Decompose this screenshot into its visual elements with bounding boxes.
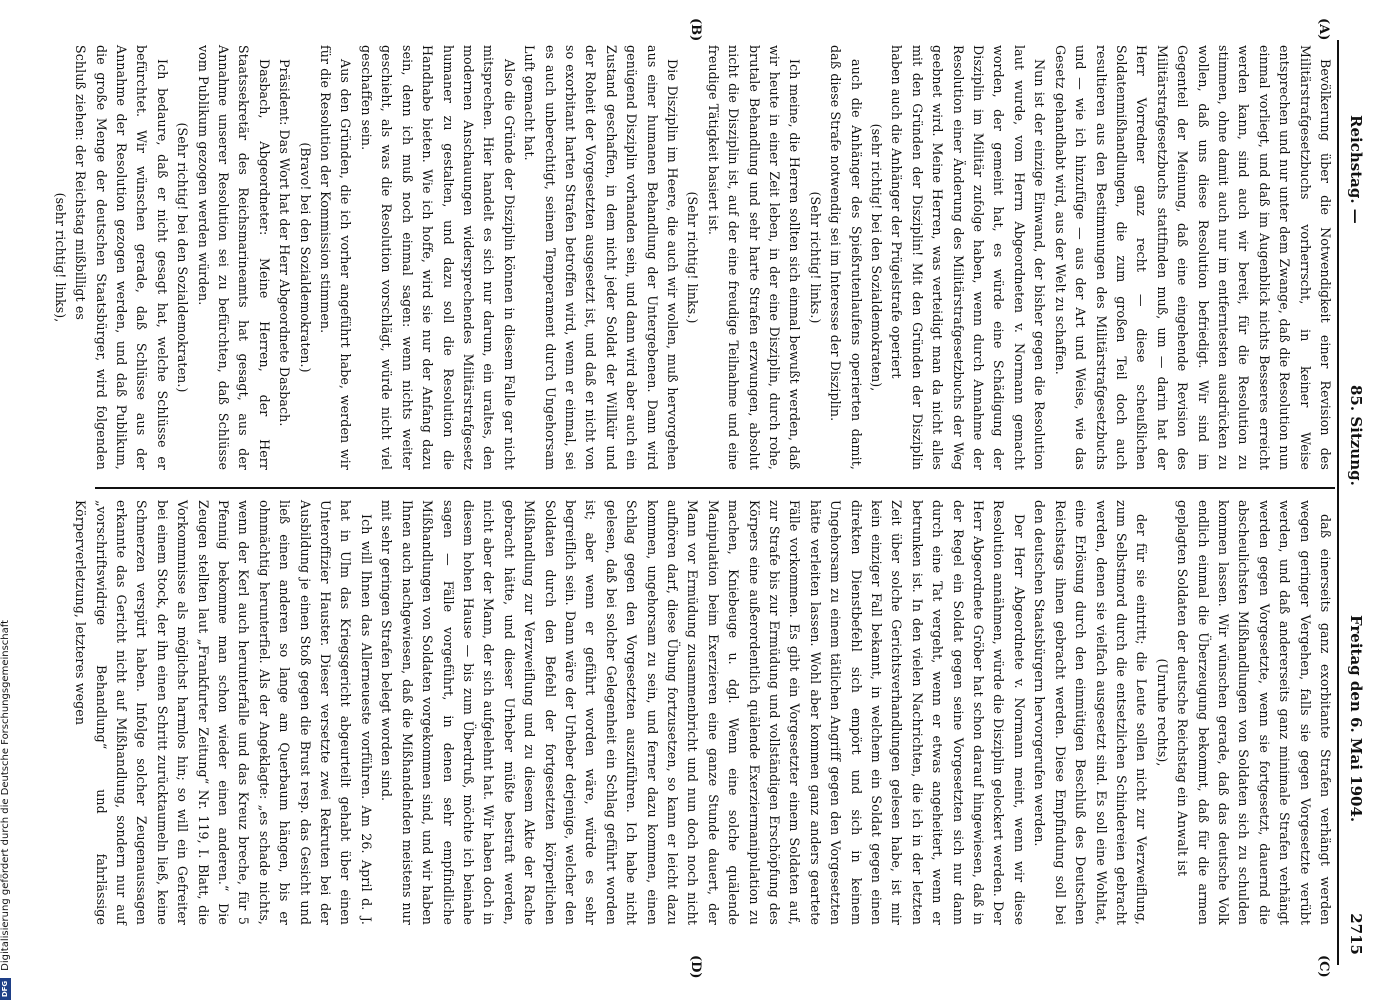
interjection: (Sehr richtig! links.) <box>685 191 701 324</box>
page-number: 2715 <box>1347 913 1365 955</box>
interjection: (Unruhe rechts), <box>1154 658 1170 767</box>
interjection: (Bravo! bei den Sozialdemokraten.) <box>297 142 313 373</box>
left-column <box>52 45 1335 470</box>
header-rule <box>1337 40 1339 965</box>
paragraph: auch die Anhänger des Spießrutenlaufens operierten damit, daß diese Strafe notwendig sei im Interesse der Disziplin. <box>828 45 864 470</box>
paragraph: Ich meine, die Herren sollten sich einmal bewußt werden, daß wir heute in einer Zeit leben, in der eine Disziplin, durch rohe, brutale Behandlung und sehr harte Strafen erzwungen, absolut nicht die Disziplin ist, auf der eine freudige Teilnahme und eine freudige Tätigkeit basiert ist. <box>705 45 803 470</box>
footer-text: Digitalisierung gefördert durch die Deutsche Forschungsgemeinschaft <box>0 619 11 971</box>
interjection: (sehr richtig! bei den Sozialdemokraten), <box>869 123 885 392</box>
paragraph: Aus den Gründen, die ich vorher angeführt habe, werden wir für die Resolution der Kommission stimmen. <box>318 45 354 470</box>
paragraph: Also die Gründe der Disziplin können in diesem Falle gar nicht mitsprechen. Hier handelt es sich nur darum, ein uraltes, den modernen Anschauungen widersprechendes Militärstrafgesetz humaner zu gestalten, und dazu soll die Resolution die Handhabe bieten. Wie ich hoffe, wird sie nur der Anfang dazu sein, denn ich muß noch einmal sagen: wenn nichts weiter geschieht, als was die Resolution vorschlägt, würde nicht viel geschaffen sein. <box>358 45 517 470</box>
paragraph: Ich bedaure, daß er nicht gesagt hat, welche Schlüsse er befürchtet. Wir wünschen gerade, daß Schlüsse aus der Annahme der Resolution gezogen werden, und daß Publikum, die große Menge der deutschen Staatsbürger, wird folgenden Schluß ziehen: der Reichstag mißbilligt es <box>73 45 170 470</box>
paragraph: Bevölkerung über die Notwendigkeit einer Revision des Militärstrafgesetzbuchs vorherrscht, in keiner Weise entsprechen und nur unter dem Zwange, daß die Resolution nun einmal vorliegt, und daß im Augenblick nichts Besseres erreicht werden kann, sind auch wir bereit, für die Resolution zu stimmen, ohne damit auch nur im entferntesten ausdrücken zu wollen, daß uns diese Resolution befriedigt. Wir sind im Gegenteil der Meinung, daß eine eingehende Revision des Militärstrafgesetzbuchs stattfinden muß, um — darin hat der Herr Vorredner ganz recht — diese scheußlichen Soldatenmißhandlungen, die zum großen Teil doch auch resultieren aus den Bestimmungen des Militärstrafgesetzbuchs und — wie ich hinzufüge — aus der Art und Weise, wie das Gesetz gehandhabt wird, aus der Welt zu schaffen. <box>1052 45 1333 470</box>
header-reichstag: Reichstag. — <box>1347 115 1365 224</box>
right-column <box>73 500 1335 925</box>
margin-mark-c: (C) <box>1316 955 1331 978</box>
header-sitzung: 85. Sitzung. <box>1347 385 1365 486</box>
paragraph: Ich will Ihnen das Allerneueste vorführen. Am 26. April d. J. hat in Ulm das Kriegsgericht abgeurteilt gehabt über einen Unteroffizier Hauster. Dieser versetzte zwei Rekruten bei der Ausbildung je einen Stoß gegen die Brust resp. das Gesicht und ließ einen anderen so lange am Querbaum hängen, bis er ohnmächtig herunterfiel. Als der Angeklagte: „es schade nichts, wenn der Kerl auch herunterfalle und das Kreuz breche, für 5 Pfennig bekomme man schon wieder einen anderen.“ Die Zeugen stellten laut „Frankfurter Zeitung“ Nr. 119, I. Blatt, die Vorkommnisse als möglichst harmlos hin; so will ein Gefreiter bei einem Stock, der ihn einen Schritt zurücktaumeln ließ, keine Schmerzen verspürt haben. Infolge solcher Zeugenaussagen erkannte das Gericht nicht auf Mißhandlung, sondern nur auf „vorschriftswidrige Behandlung“ und fahrlässige Körperverletzung, letzteres wegen <box>73 500 374 925</box>
paragraph: Präsident: Das Wort hat der Herr Abgeordnete Dasbach. <box>277 59 293 427</box>
header-date: Freitag den 6. Mai 1904. <box>1347 615 1365 823</box>
paragraph: Die Disziplin im Heere, die auch wir wollen, muß hervorgehen aus einer humanen Behandlung der Untergebenen. Dann wird genügend Disziplin vorhanden sein, und dann wird aber auch ein Zustand geschaffen, in dem nicht jeder Soldat der Willkür und der Roheit der Vorgesetzten ausgesetzt ist, und daß er nicht von so exorbitant harten Strafen betroffen wird, wenn er einmal, sei es auch unberechtigt, seinem Temperament durch Ungehorsam Luft gemacht hat. <box>522 45 680 470</box>
paragraph: daß einerseits ganz exorbitante Strafen verhängt werden wegen geringer Vergehen, falls sie gegen Vorgesetzte verübt werden, und daß andererseits ganz minimale Strafen verhängt werden gegen Vorgesetzte, wenn sie fortgesetzt, dauernd die abscheulichsten Mißhandlungen von Soldaten sich zu schulden kommen lassen. Wir wünschen gerade, daß das deutsche Volk endlich einmal die Überzeugung bekommt, daß für die armen geplagten Soldaten der deutsche Reichstag ein Anwalt ist <box>1175 500 1333 925</box>
margin-mark-b: (B) <box>688 18 703 42</box>
interjection: (sehr richtig! links), <box>52 192 68 323</box>
footer-credit <box>0 10 14 1000</box>
paragraph: der für sie eintritt; die Leute sollen nicht zur Verzweiflung, zum Selbstmord durch die entsetzlichen Schindereien gebracht werden, denen sie vielfach ausgesetzt sind. Es soll eine Wohltat, eine Erlösung durch den einmütigen Beschluß des Deutschen Reichstags ihnen gebracht werden. Diese Empfindung soll bei den deutschen Staatsbürgern hervorgerufen werden. <box>1032 500 1150 925</box>
paragraph: Der Herr Abgeordnete v. Normann meint, wenn wir diese Resolution annähmen, würde die Disziplin gelockert werden. Der Herr Abgeordnete Gröber hat schon darauf hingewiesen, daß in der Regel ein Soldat gegen seine Vorgesetzten sich nur dann durch eine Tat vergeht, wenn er etwas angeheitert, wenn er betrunken ist. In den vielen Nachrichten, die ich in der letzten Zeit über solche Gerichtsverhandlungen gelesen habe, ist mir kein einziger Fall bekannt, in welchem ein Soldat gegen einen direkten Dienstbefehl sich empört und sich in keinem Ungehorsam zu einem tätlichen Angriff gegen den Vorgesetzten hätte verleiten lassen. Wohl aber kommen ganz anders geartete Fälle vorkommen. Es gibt ein Vorgesetzter einem Soldaten auf, zur Strafe bis zur Ermüdung und vollständigen Erschöpfung des Körpers eine außerordentlich quälende Exerziermanipulation zu machen, Kniebeuge u. dgl. Wenn eine solche quälende Manipulation beim Exerzieren eine ganze Stunde dauert, der Mann vor Ermüdung zusammenbricht und nun doch noch nicht aufhören darf, diese Übung fortzusetzen, so kann er leicht dazu kommen, ungehorsam zu sein, und ferner dazu kommen, einen Schlag gegen den Vorgesetzten auszuführen. Ich habe nicht gelesen, daß bei solcher Gelegenheit ein Schlag geführt worden ist; aber wenn er geführt worden wäre, würde es sehr begreiflich sein. Dann wäre der Urheber derjenige, welcher den Soldaten durch den Befehl der fortgesetzten körperlichen Mißhandlung zur Verzweiflung und zu diesem Akte der Rache gebracht hätte, und dieser Urheber müßte bestraft werden, nicht aber der Mann, der sich aufgelehnt hat. Wir haben doch in diesem hohen Hause — bis zum Überdruß, möchte ich beinahe sagen — Fälle vorgeführt, in denen sehr empfindliche Mißhandlungen von Soldaten vorgekommen sind, und wir haben Ihnen auch nachgewiesen, daß die Mißhandelnden meistens nur mit sehr geringen Strafen belegt worden sind. <box>379 500 1027 925</box>
dfg-logo: DFG <box>0 978 11 1000</box>
margin-mark-d: (D) <box>688 955 703 979</box>
paragraph: Nun ist der einzige Einwand, der bisher gegen die Resolution laut wurde, vom Herrn Abgeordneten v. Normann gemacht worden, der gemeint hat, es würde eine Schädigung der Disziplin im Militär zufolge haben, wenn durch Annahme der Resolution einer Änderung des Militärstrafgesetzbuchs der Weg geebnet wird. Meine Herren, was verteidigt man da nicht alles mit den Gründen der Disziplin! Mit den Gründen der Disziplin haben auch die Anhänger der Prügelstrafe operiert <box>889 45 1048 470</box>
paragraph: Dasbach, Abgeordneter: Meine Herren, der Herr Staatssekretär des Reichsmarineamts hat gesagt, aus der Annahme unserer Resolution sei zu befürchten, daß Schlüsse vom Publikum gezogen werden würden. <box>195 45 272 470</box>
column-divider <box>95 487 1335 489</box>
margin-mark-a: (A) <box>1316 18 1331 41</box>
interjection: (Sehr richtig! bei den Sozialdemokraten.) <box>175 122 191 393</box>
interjection: (Sehr richtig! links.) <box>807 191 823 324</box>
